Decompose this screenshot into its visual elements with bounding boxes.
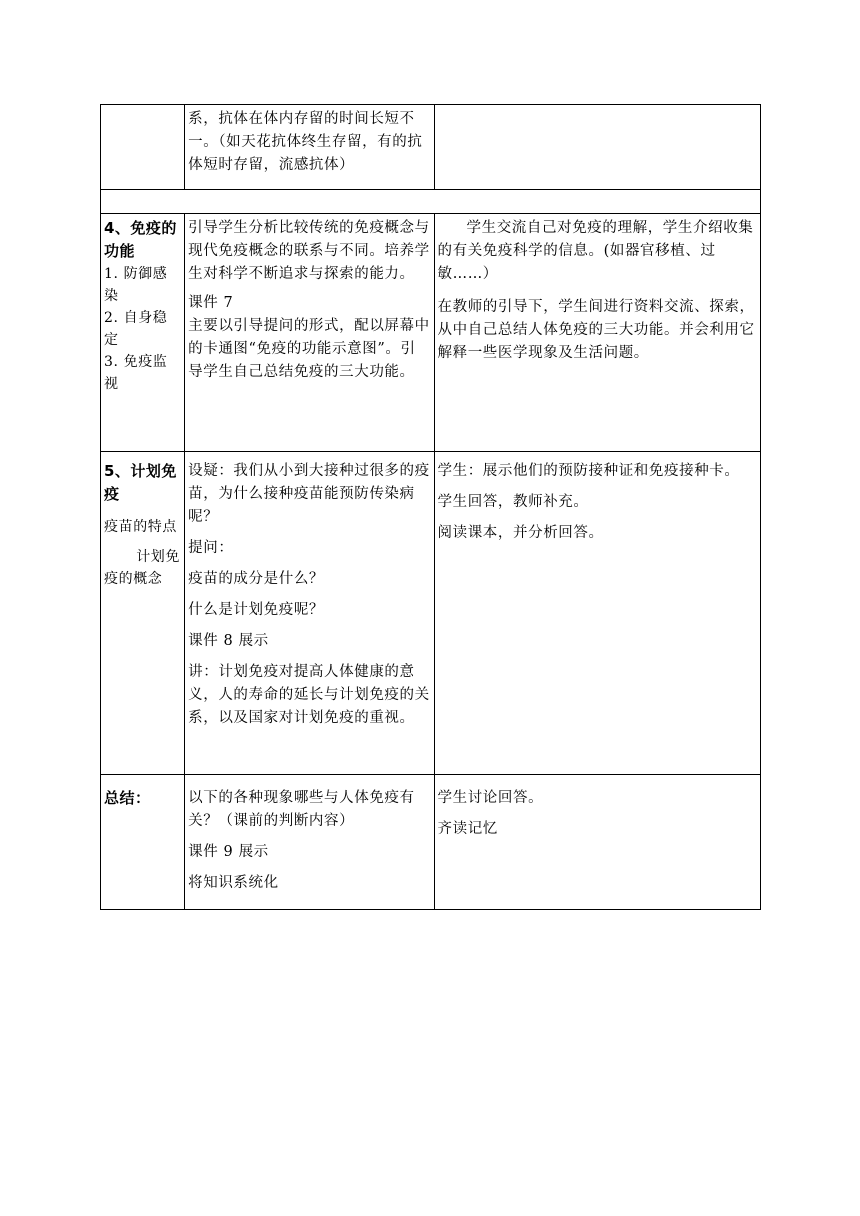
cell-teacher-activity [185,105,434,190]
paragraph: 系，抗体在体内存留的时间长短不一。（如天花抗体终生存留，有的抗体短时存留，流感抗体） [188,111,423,173]
lesson-plan-table [100,104,761,910]
table-row [101,775,761,910]
paragraph: 引导学生分析比较传统的免疫概念与现代免疫概念的联系与不同。培养学生对科学不断追求与探索的能力。 [188,220,430,282]
cell-teacher-activity [185,452,434,775]
cell-student-activity [434,214,761,452]
cell-teacher-activity [185,775,434,910]
cell-teacher-activity [185,214,434,452]
paragraph: 主要以引导提问的形式，配以屏幕中的卡通图“免疫的功能示意图”。引导学生自己总结免疫的三大功能。 [188,318,430,380]
cell-student-activity [434,452,761,775]
table-row [101,105,761,190]
paragraph: 讲：计划免疫对提高人体健康的意义，人的寿命的延长与计划免疫的关系，以及国家对计划免疫的重视。 [188,664,430,726]
courseware-label: 课件 8 展示 [188,633,269,649]
cell-student-activity [434,105,761,190]
table-row [101,452,761,775]
sub-topic: 2. 自身稳定 [104,310,168,348]
cell-topic [101,105,185,190]
paragraph: 学生交流自己对免疫的理解，学生介绍收集的有关免疫科学的信息。(如器官移植、过敏……） [437,220,754,282]
paragraph: 设疑：我们从小到大接种过很多的疫苗，为什么接种疫苗能预防传染病呢？ [188,463,430,525]
sub-topic: 计划免疫的概念 [104,549,180,587]
sub-topic: 3. 免疫监视 [104,354,168,392]
empty-row-cell [101,190,761,214]
paragraph: 学生讨论回答。 [437,790,544,806]
cell-topic [101,214,185,452]
paragraph: 以下的各种现象哪些与人体免疫有关？（课前的判断内容） [188,790,415,829]
section-heading: 总结： [104,789,151,807]
section-heading: 4、免疫的功能 [104,219,177,260]
cell-topic [101,452,185,775]
paragraph: 将知识系统化 [188,875,279,891]
section-heading: 5、计划免疫 [104,462,177,503]
cell-student-activity [434,775,761,910]
table-row [101,214,761,452]
paragraph: 在教师的引导下，学生间进行资料交流、探索，从中自己总结人体免疫的三大功能。并会利用它解释一些医学现象及生活问题。 [437,299,755,361]
paragraph: 疫苗的成分是什么？ [188,571,325,587]
courseware-label: 课件 9 展示 [188,844,269,860]
courseware-label: 课件 7 [188,295,234,311]
cell-topic [101,775,185,910]
paragraph: 学生：展示他们的预防接种证和免疫接种卡。 [437,463,740,479]
table-row [101,190,761,214]
paragraph: 齐读记忆 [437,821,498,837]
sub-topic: 1. 防御感染 [104,266,168,304]
paragraph: 阅读课本，并分析回答。 [437,525,604,541]
paragraph: 什么是计划免疫呢？ [188,602,325,618]
sub-topic: 疫苗的特点 [104,519,177,535]
paragraph: 提问： [188,540,234,556]
paragraph: 学生回答，教师补充。 [437,494,589,510]
